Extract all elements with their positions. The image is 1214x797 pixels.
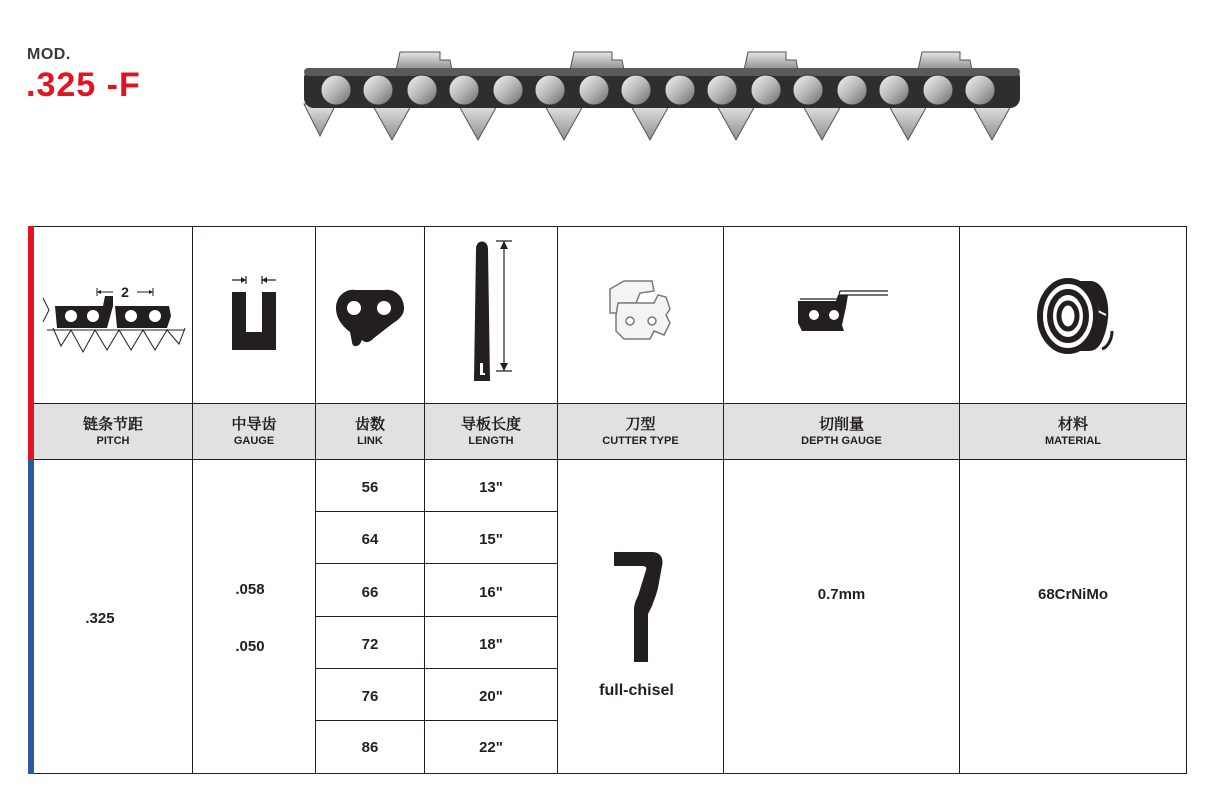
col-header-en: MATERIAL [1044, 434, 1101, 447]
link-value: 72 [361, 636, 379, 653]
link-value: 56 [361, 479, 379, 496]
material-coil-icon [960, 232, 1186, 397]
length-value: 13" [479, 479, 503, 496]
gauge-icon [193, 232, 315, 397]
col-header-en: DEPTH GAUGE [801, 434, 882, 447]
divider [34, 459, 1186, 460]
divider [316, 720, 557, 721]
col-header-depth-gauge [724, 404, 959, 459]
link-value: 66 [361, 584, 379, 601]
col-header-cn: 材料 [1057, 415, 1088, 433]
col-header-link [316, 404, 424, 459]
col-header-en: CUTTER TYPE [602, 434, 679, 447]
divider [316, 511, 557, 512]
pitch-value: .325 [85, 610, 115, 627]
model-title: .325 -F [26, 66, 141, 104]
mod-label: MOD. [27, 46, 71, 63]
col-header-cn: 刀型 [625, 415, 656, 433]
length-value: 18" [479, 636, 503, 653]
col-header-pitch [34, 404, 192, 459]
col-header-en: PITCH [96, 434, 130, 447]
divider [316, 616, 557, 617]
col-header-material [960, 404, 1186, 459]
col-header-cn: 链条节距 [82, 415, 143, 433]
chain-image [300, 44, 1024, 144]
col-header-gauge [193, 404, 315, 459]
divider [316, 668, 557, 669]
col-header-cn: 导板长度 [460, 415, 521, 433]
pitch-icon-label: 2 [121, 283, 129, 300]
depth-gauge-icon [724, 232, 959, 397]
col-header-en: LENGTH [468, 434, 514, 447]
col-header-length [425, 404, 557, 459]
full-chisel-icon [608, 548, 668, 666]
link-icon [316, 232, 424, 397]
bar-length-icon [425, 232, 557, 397]
gauge-value: .050 [235, 638, 265, 655]
col-header-en: LINK [357, 434, 383, 447]
depth-gauge-value: 0.7mm [817, 586, 866, 603]
length-value: 20" [479, 688, 503, 705]
col-header-cn: 切削量 [818, 415, 864, 433]
col-header-en: GAUGE [233, 434, 275, 447]
length-value: 22" [479, 739, 503, 756]
link-value: 64 [361, 531, 379, 548]
material-value: 68CrNiMo [1037, 586, 1108, 603]
length-value: 15" [479, 531, 503, 548]
link-value: 86 [361, 739, 379, 756]
col-header-cn: 齿数 [354, 415, 385, 433]
gauge-value: .058 [235, 581, 265, 598]
link-value: 76 [361, 688, 379, 705]
length-value: 16" [479, 584, 503, 601]
cutter-icon [558, 232, 723, 397]
pitch-icon [36, 232, 192, 397]
col-header-cutter-type [558, 404, 723, 459]
cutter-type-value: full-chisel [599, 682, 674, 699]
divider [316, 563, 557, 564]
col-header-cn: 中导齿 [231, 415, 277, 433]
